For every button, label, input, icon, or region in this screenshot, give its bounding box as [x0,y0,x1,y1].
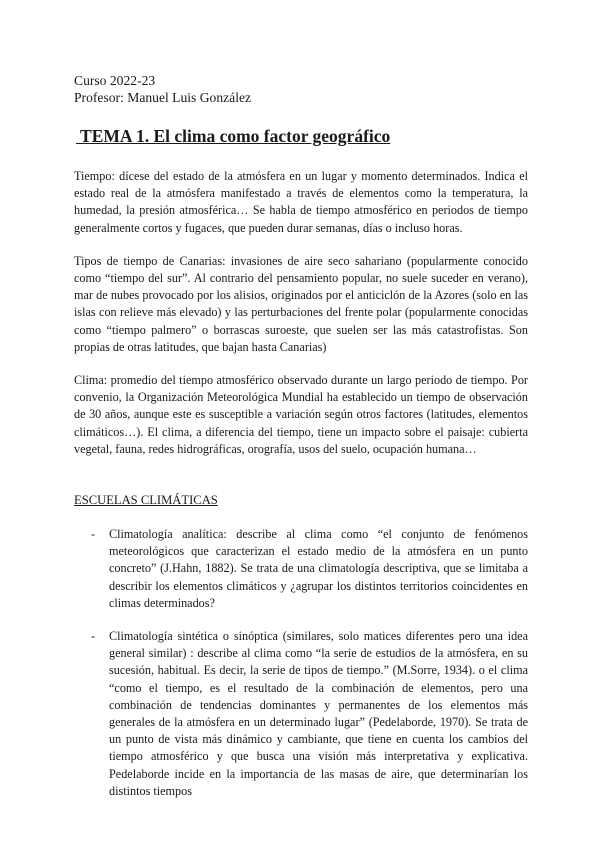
dash-bullet: - [91,527,96,542]
schools-list [74,526,528,800]
paragraph-clima: Clima: promedio del tiempo atmosférico observado durante un largo periodo de tiempo. Por convenio, la Organización Meteorológica Mundial ha establecido un tiempo de observación de 30 años, aunque este es susceptible a variación según otros factores (latitudes, elementos climáticos…). El clima, a diferencia del tiempo, tiene un impacto sobre el paisaje: cubierta vegetal, fauna, redes hidrográficas, orografía, usos del suelo, ocupación humana… [74,373,528,456]
paragraph-tipos-de-tiempo: Tipos de tiempo de Canarias: invasiones de aire seco sahariano (popularmente conocido como “tiempo del sur”. Al contrario del pensamiento popular, no suele suceder en verano), mar de nubes provocado por los alisios, originados por el anticiclón de la Azores (solo en las islas con relieve más elevado) y las perturbaciones del frente polar (popularmente conocidas como “tiempo palmero” o borrascas suroeste, que suelen ser las más catastrofistas. Son propias de otras latitudes, que bajan hasta Canarias) [74,253,528,354]
list-item-climatologia-sintetica [74,628,528,800]
list-item-climatologia-analitica [74,526,528,612]
paragraph-tiempo: Tiempo: dícese del estado de la atmósfera en un lugar y momento determinados. Indica el estado real de la atmósfera manifestado a través de elementos como la temperatura, la humedad, la presión atmosférica… Se habla de tiempo atmosférico en periodos de tiempo generalmente cortos y fugaces, que pueden durar semanas, días o incluso horas. [74,169,528,235]
course-year: Curso 2022-23 [74,73,156,88]
teacher-name: Profesor: Manuel Luis González [74,90,252,105]
dash-bullet: - [91,629,96,644]
list-item-text: Climatología sintética o sinóptica (similares, solo matices diferentes pero una idea general similar) : describe al clima como “la serie de estudios de la atmósfera, en su sucesión, habitual. Es decir, la serie de tipos de tiempo.” (M.Sorre, 1934). o el clima “como el tiempo, es el resultado de la combinación de elementos, pero una combinación de tendencias dominantes y permanentes de los elementos más generales de la atmósfera en un determinado lugar” (Pedelaborde, 1970). Se trata de un punto de vista más dinámico y cambiante, que tiene en cuenta los cambios del tiempo atmosférico y que busca una visión más interpretativa y explicativa. Pedelaborde incide en la importancia de las masas de aire, que determinarían los distintos tiempos [109,629,528,798]
list-item-text: Climatología analítica: describe al clima como “el conjunto de fenómenos meteorológicos que caracterizan el estado medio de la atmósfera en un punto concreto” (J.Hahn, 1882). Se trata de una climatología descriptiva, que se limitaba a describir los elementos climáticos y ¿agrupar los distintos territorios coincidentes en climas determinados? [109,527,528,610]
section-heading-escuelas: ESCUELAS CLIMÁTICAS [74,493,218,508]
document-title: TEMA 1. El clima como factor geográfico [76,126,391,146]
